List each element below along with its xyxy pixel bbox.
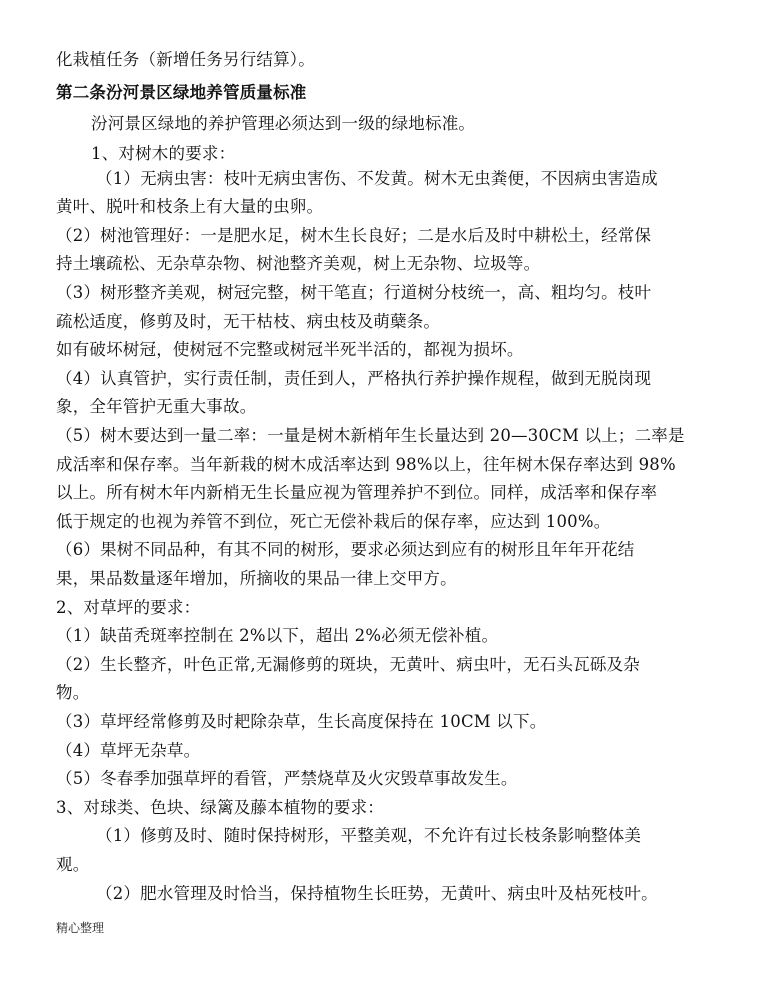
text-line: 疏松适度，修剪及时，无干枯枝、病虫枝及萌蘖条。 [56, 312, 441, 331]
text-line: （5）树木要达到一量二率：一量是树木新梢年生长量达到 20—30CM 以上；二率是 [56, 426, 685, 445]
text-line: 汾河景区绿地的养护管理必须达到一级的绿地标准。 [91, 114, 476, 133]
text-line: （4）草坪无杂草。 [56, 741, 201, 760]
text-line: 果，果品数量逐年增加，所摘收的果品一律上交甲方。 [56, 569, 457, 588]
text-line: 物。 [56, 683, 90, 702]
text-line: 成活率和保存率。当年新栽的树木成活率达到 98%以上，往年树木保存率达到 98% [56, 455, 676, 474]
text-line: （2）肥水管理及时恰当，保持植物生长旺势，无黄叶、病虫叶及枯死枝叶。 [96, 884, 658, 903]
text-line: 观。 [56, 855, 90, 874]
text-line: 持土壤疏松、无杂草杂物、树池整齐美观，树上无杂物、垃圾等。 [56, 254, 541, 273]
text-line: （3）树形整齐美观，树冠完整，树干笔直；行道树分枝统一，高、粗均匀。枝叶 [56, 283, 652, 302]
text-line: （6）果树不同品种，有其不同的树形，要求必须达到应有的树形且年年开花结 [56, 540, 635, 559]
text-line: 化栽植任务（新增任务另行结算）。 [56, 50, 315, 69]
text-line: （1）缺苗秃斑率控制在 2%以下，超出 2%必须无偿补植。 [56, 626, 499, 645]
text-line: （1）无病虫害：枝叶无病虫害伤、不发黄。树木无虫粪便，不因病虫害造成 [96, 169, 658, 188]
text-line: （2）树池管理好：一是肥水足，树木生长良好；二是水后及时中耕松土，经常保 [56, 226, 652, 245]
text-line: （2）生长整齐，叶色正常,无漏修剪的斑块，无黄叶、病虫叶，无石头瓦砾及杂 [56, 655, 640, 674]
text-line: （4）认真管护，实行责任制，责任到人，严格执行养护操作规程，做到无脱岗现 [56, 369, 652, 388]
subsection-heading: 1、对树木的要求： [91, 144, 236, 163]
text-line: 黄叶、脱叶和枝条上有大量的虫卵。 [56, 197, 324, 216]
subsection-heading: 2、对草坪的要求： [56, 598, 201, 617]
subsection-heading: 3、对球类、色块、绿篱及藤本植物的要求： [56, 798, 384, 817]
text-line: 以上。所有树木年内新梢无生长量应视为管理养护不到位。同样，成活率和保存率 [56, 483, 658, 502]
text-line: （5）冬春季加强草坪的看管，严禁烧草及火灾毁草事故发生。 [56, 769, 518, 788]
text-line: （3）草坪经常修剪及时耙除杂草，生长高度保持在 10CM 以下。 [56, 712, 547, 731]
text-line: 如有破坏树冠，使树冠不完整或树冠半死半活的，都视为损坏。 [56, 340, 524, 359]
page-footer: 精心整理 [56, 921, 105, 935]
section-heading: 第二条汾河景区绿地养管质量标准 [56, 83, 307, 102]
text-line: 低于规定的也视为养管不到位，死亡无偿补栽后的保存率，应达到 100%。 [56, 512, 611, 531]
text-line: 象，全年管护无重大事故。 [56, 397, 257, 416]
text-line: （1）修剪及时、随时保持树形，平整美观，不允许有过长枝条影响整体美 [96, 826, 642, 845]
